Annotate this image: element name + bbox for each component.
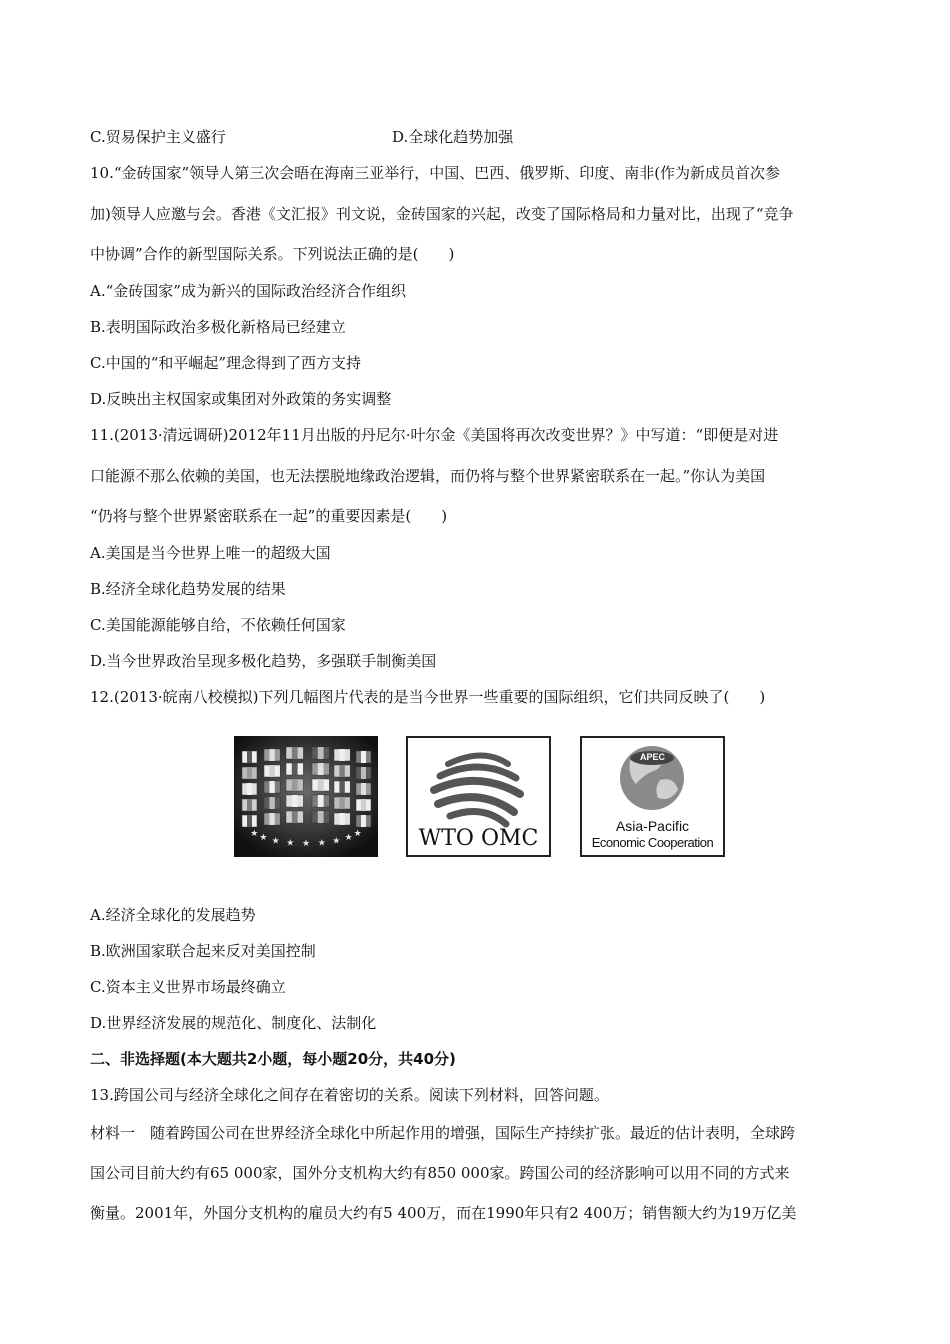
flag-stripe xyxy=(318,763,324,775)
flag-stripe xyxy=(318,779,324,791)
star-icon: ★ xyxy=(271,836,280,847)
section-2-heading: 二、非选择题(本大题共2小题，每小题20分，共40分) xyxy=(90,1050,456,1068)
flag-stripe xyxy=(361,767,366,779)
q11-stem-line2: 口能源不那么依赖的美国，也无法摆脱地缘政治逻辑，而仍将与整个世界紧密联系在一起。”你认为美国 xyxy=(90,467,766,485)
wto-swirl-icon xyxy=(408,742,549,832)
q11-stem-line3: “仍将与整个世界紧密联系在一起”的重要因素是( ) xyxy=(90,507,448,525)
q13-material-line1: 材料一 随着跨国公司在世界经济全球化中所起作用的增强，国际生产持续扩张。最近的估计表明，全球跨 xyxy=(90,1124,796,1142)
star-icon: ★ xyxy=(317,838,326,849)
star-icon: ★ xyxy=(286,838,295,849)
q10-stem-line1: 10.“金砖国家”领导人第三次会晤在海南三亚举行，中国、巴西、俄罗斯、印度、南非(作为新成员首次参 xyxy=(90,164,781,182)
flag-stripe xyxy=(318,747,324,759)
q12-option-d: D.世界经济发展的规范化、制度化、法制化 xyxy=(90,1014,377,1032)
eu-flags-image xyxy=(234,736,378,857)
flag-stripe xyxy=(318,795,324,807)
apec-name-line1: Asia-Pacific xyxy=(615,818,690,834)
flag-stripe xyxy=(339,813,344,825)
flag-stripe xyxy=(247,799,252,811)
flag-stripe xyxy=(339,797,344,809)
q13-material-line2: 国公司目前大约有65 000家，国外分支机构大约有850 000家。跨国公司的经济影响可以用不同的方式来 xyxy=(90,1164,790,1182)
q13-material-line3: 衡量。2001年，外国分支机构的雇员大约有5 400万，而在1990年只有2 400万；销售额大约为19万亿美 xyxy=(90,1204,797,1222)
apec-name-line2: Economic Cooperation xyxy=(591,835,714,850)
q9-option-d: D.全球化趋势加强 xyxy=(392,128,514,146)
q10-option-a: A.“金砖国家”成为新兴的国际政治经济合作组织 xyxy=(90,282,406,300)
apec-logo-image xyxy=(580,736,725,857)
flag-stripe xyxy=(292,779,298,791)
flag-stripe xyxy=(247,815,252,827)
flag-stripe xyxy=(292,795,298,807)
q12-option-a: A.经济全球化的发展趋势 xyxy=(90,906,256,924)
flag-stripe xyxy=(269,749,274,761)
flag-stripe xyxy=(292,811,298,823)
eu-flags-icon xyxy=(234,736,378,857)
flag-stripe xyxy=(269,813,274,825)
q11-option-a: A.美国是当今世界上唯一的超级大国 xyxy=(90,544,331,562)
flag-stripe xyxy=(292,747,298,759)
q10-option-c: C.中国的“和平崛起”理念得到了西方支持 xyxy=(90,354,362,372)
flag-stripe xyxy=(247,767,252,779)
q12-option-c: C.资本主义世界市场最终确立 xyxy=(90,978,286,996)
flag-stripe xyxy=(269,781,274,793)
q11-option-b: B.经济全球化趋势发展的结果 xyxy=(90,580,286,598)
star-icon: ★ xyxy=(344,833,353,844)
q10-option-b: B.表明国际政治多极化新格局已经建立 xyxy=(90,318,346,336)
flag-stripe xyxy=(361,815,366,827)
q13-stem: 13.跨国公司与经济全球化之间存在着密切的关系。阅读下列材料，回答问题。 xyxy=(90,1086,609,1104)
flag-stripe xyxy=(339,765,344,777)
q12-stem: 12.(2013·皖南八校模拟)下列几幅图片代表的是当今世界一些重要的国际组织，它们共同反映了( ) xyxy=(90,688,766,706)
flag-stripe xyxy=(361,799,366,811)
q9-option-c: C.贸易保护主义盛行 xyxy=(90,128,226,146)
star-icon: ★ xyxy=(259,833,268,844)
flag-stripe xyxy=(361,751,366,763)
q12-option-b: B.欧洲国家联合起来反对美国控制 xyxy=(90,942,316,960)
wto-logo-image xyxy=(406,736,551,857)
star-icon: ★ xyxy=(332,836,341,847)
star-icon: ★ xyxy=(250,829,259,840)
q10-option-d: D.反映出主权国家或集团对外政策的务实调整 xyxy=(90,390,392,408)
q10-stem-line3: 中协调”合作的新型国际关系。下列说法正确的是( ) xyxy=(90,245,455,263)
wto-logo-text: WTO OMC xyxy=(418,826,539,851)
flag-stripe xyxy=(269,797,274,809)
flag-stripe xyxy=(339,749,344,761)
star-icon: ★ xyxy=(301,839,311,849)
flag-stripe xyxy=(361,783,366,795)
q11-option-c: C.美国能源能够自给，不依赖任何国家 xyxy=(90,616,346,634)
flag-stripe xyxy=(339,781,344,793)
star-icon: ★ xyxy=(353,829,362,840)
flag-stripe xyxy=(292,763,298,775)
q11-stem-line1: 11.(2013·清远调研)2012年11月出版的丹尼尔·叶尔金《美国将再次改变世界？》中写道：“即便是对进 xyxy=(90,426,779,444)
flag-stripe xyxy=(269,765,274,777)
q10-stem-line2: 加)领导人应邀与会。香港《文汇报》刊文说，金砖国家的兴起，改变了国际格局和力量对比，出现了“竞争 xyxy=(90,205,794,223)
flag-stripe xyxy=(247,783,252,795)
apec-badge-text: APEC xyxy=(639,752,665,762)
flag-stripe xyxy=(247,751,252,763)
flag-stripe xyxy=(318,811,324,823)
q11-option-d: D.当今世界政治呈现多极化趋势，多强联手制衡美国 xyxy=(90,652,437,670)
